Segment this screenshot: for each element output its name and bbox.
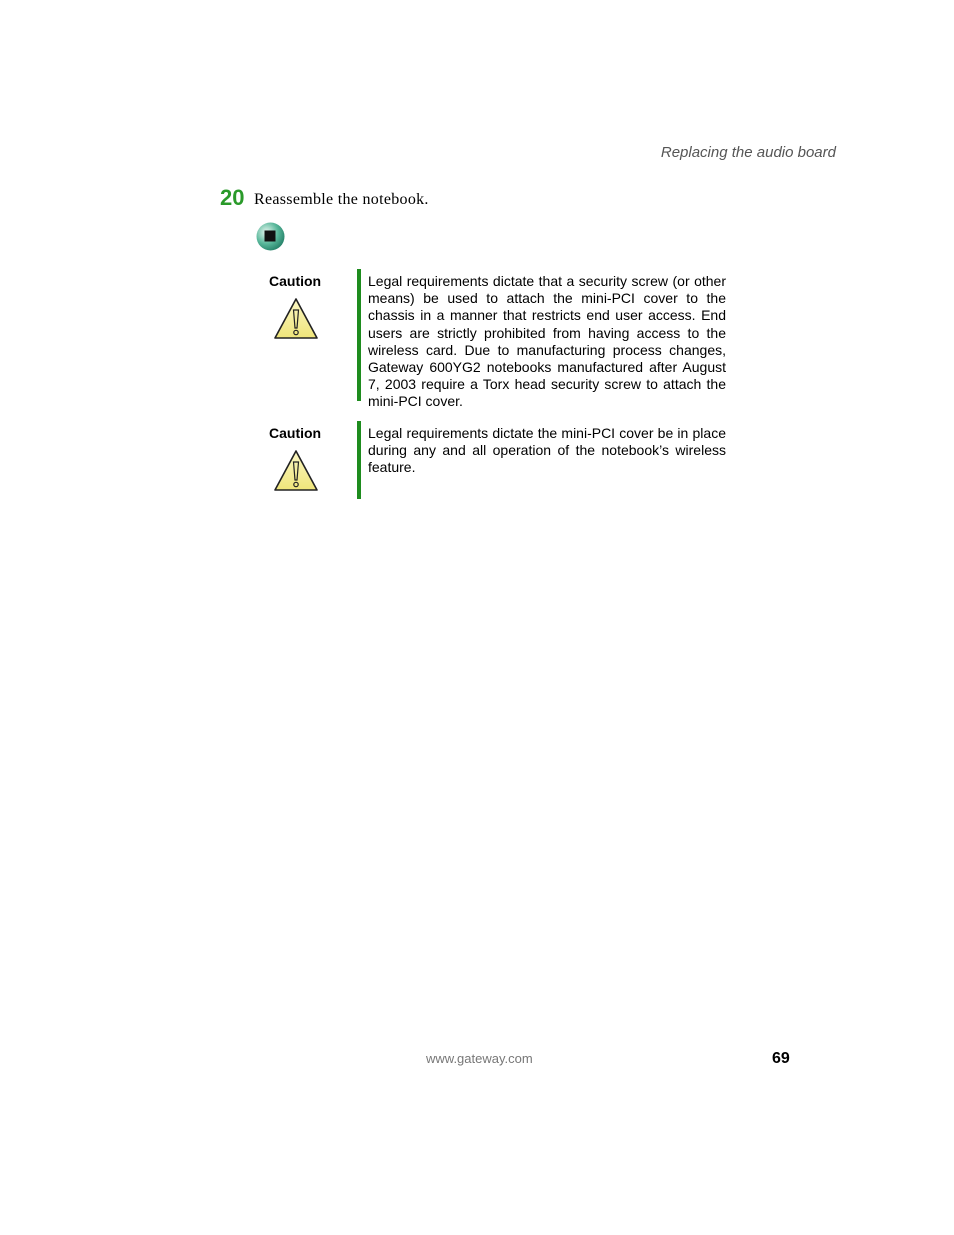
caution-block-2 (262, 425, 732, 500)
caution-label: Caution (269, 425, 322, 441)
caution-label: Caution (269, 273, 322, 289)
warning-triangle-icon (273, 297, 319, 340)
step-text: Reassemble the notebook. (254, 191, 429, 208)
stop-square-icon (256, 222, 285, 251)
page-number: 69 (772, 1050, 790, 1067)
footer-url: www.gateway.com (426, 1051, 533, 1066)
caution-divider-bar (357, 269, 361, 401)
warning-triangle-icon (273, 449, 319, 492)
caution-block-1 (262, 273, 732, 410)
caution-divider-bar (357, 421, 361, 499)
caution-text: Legal requirements dictate the mini-PCI cover be in place during any and all operation of the notebook’s wireless feature. (368, 425, 726, 476)
running-header: Replacing the audio board (660, 144, 836, 161)
step-number: 20 (220, 185, 245, 210)
caution-text: Legal requirements dictate that a security screw (or other means) be used to attach the mini-PCI cover to the chassis in a manner that restricts end user access. End users are strictly prohibited from having access to the wireless card. Due to manufacturing process changes, Gateway 600YG2 notebooks manufactured after August 7, 2003 require a Torx head security screw to attach the mini-PCI cover. (368, 273, 726, 410)
